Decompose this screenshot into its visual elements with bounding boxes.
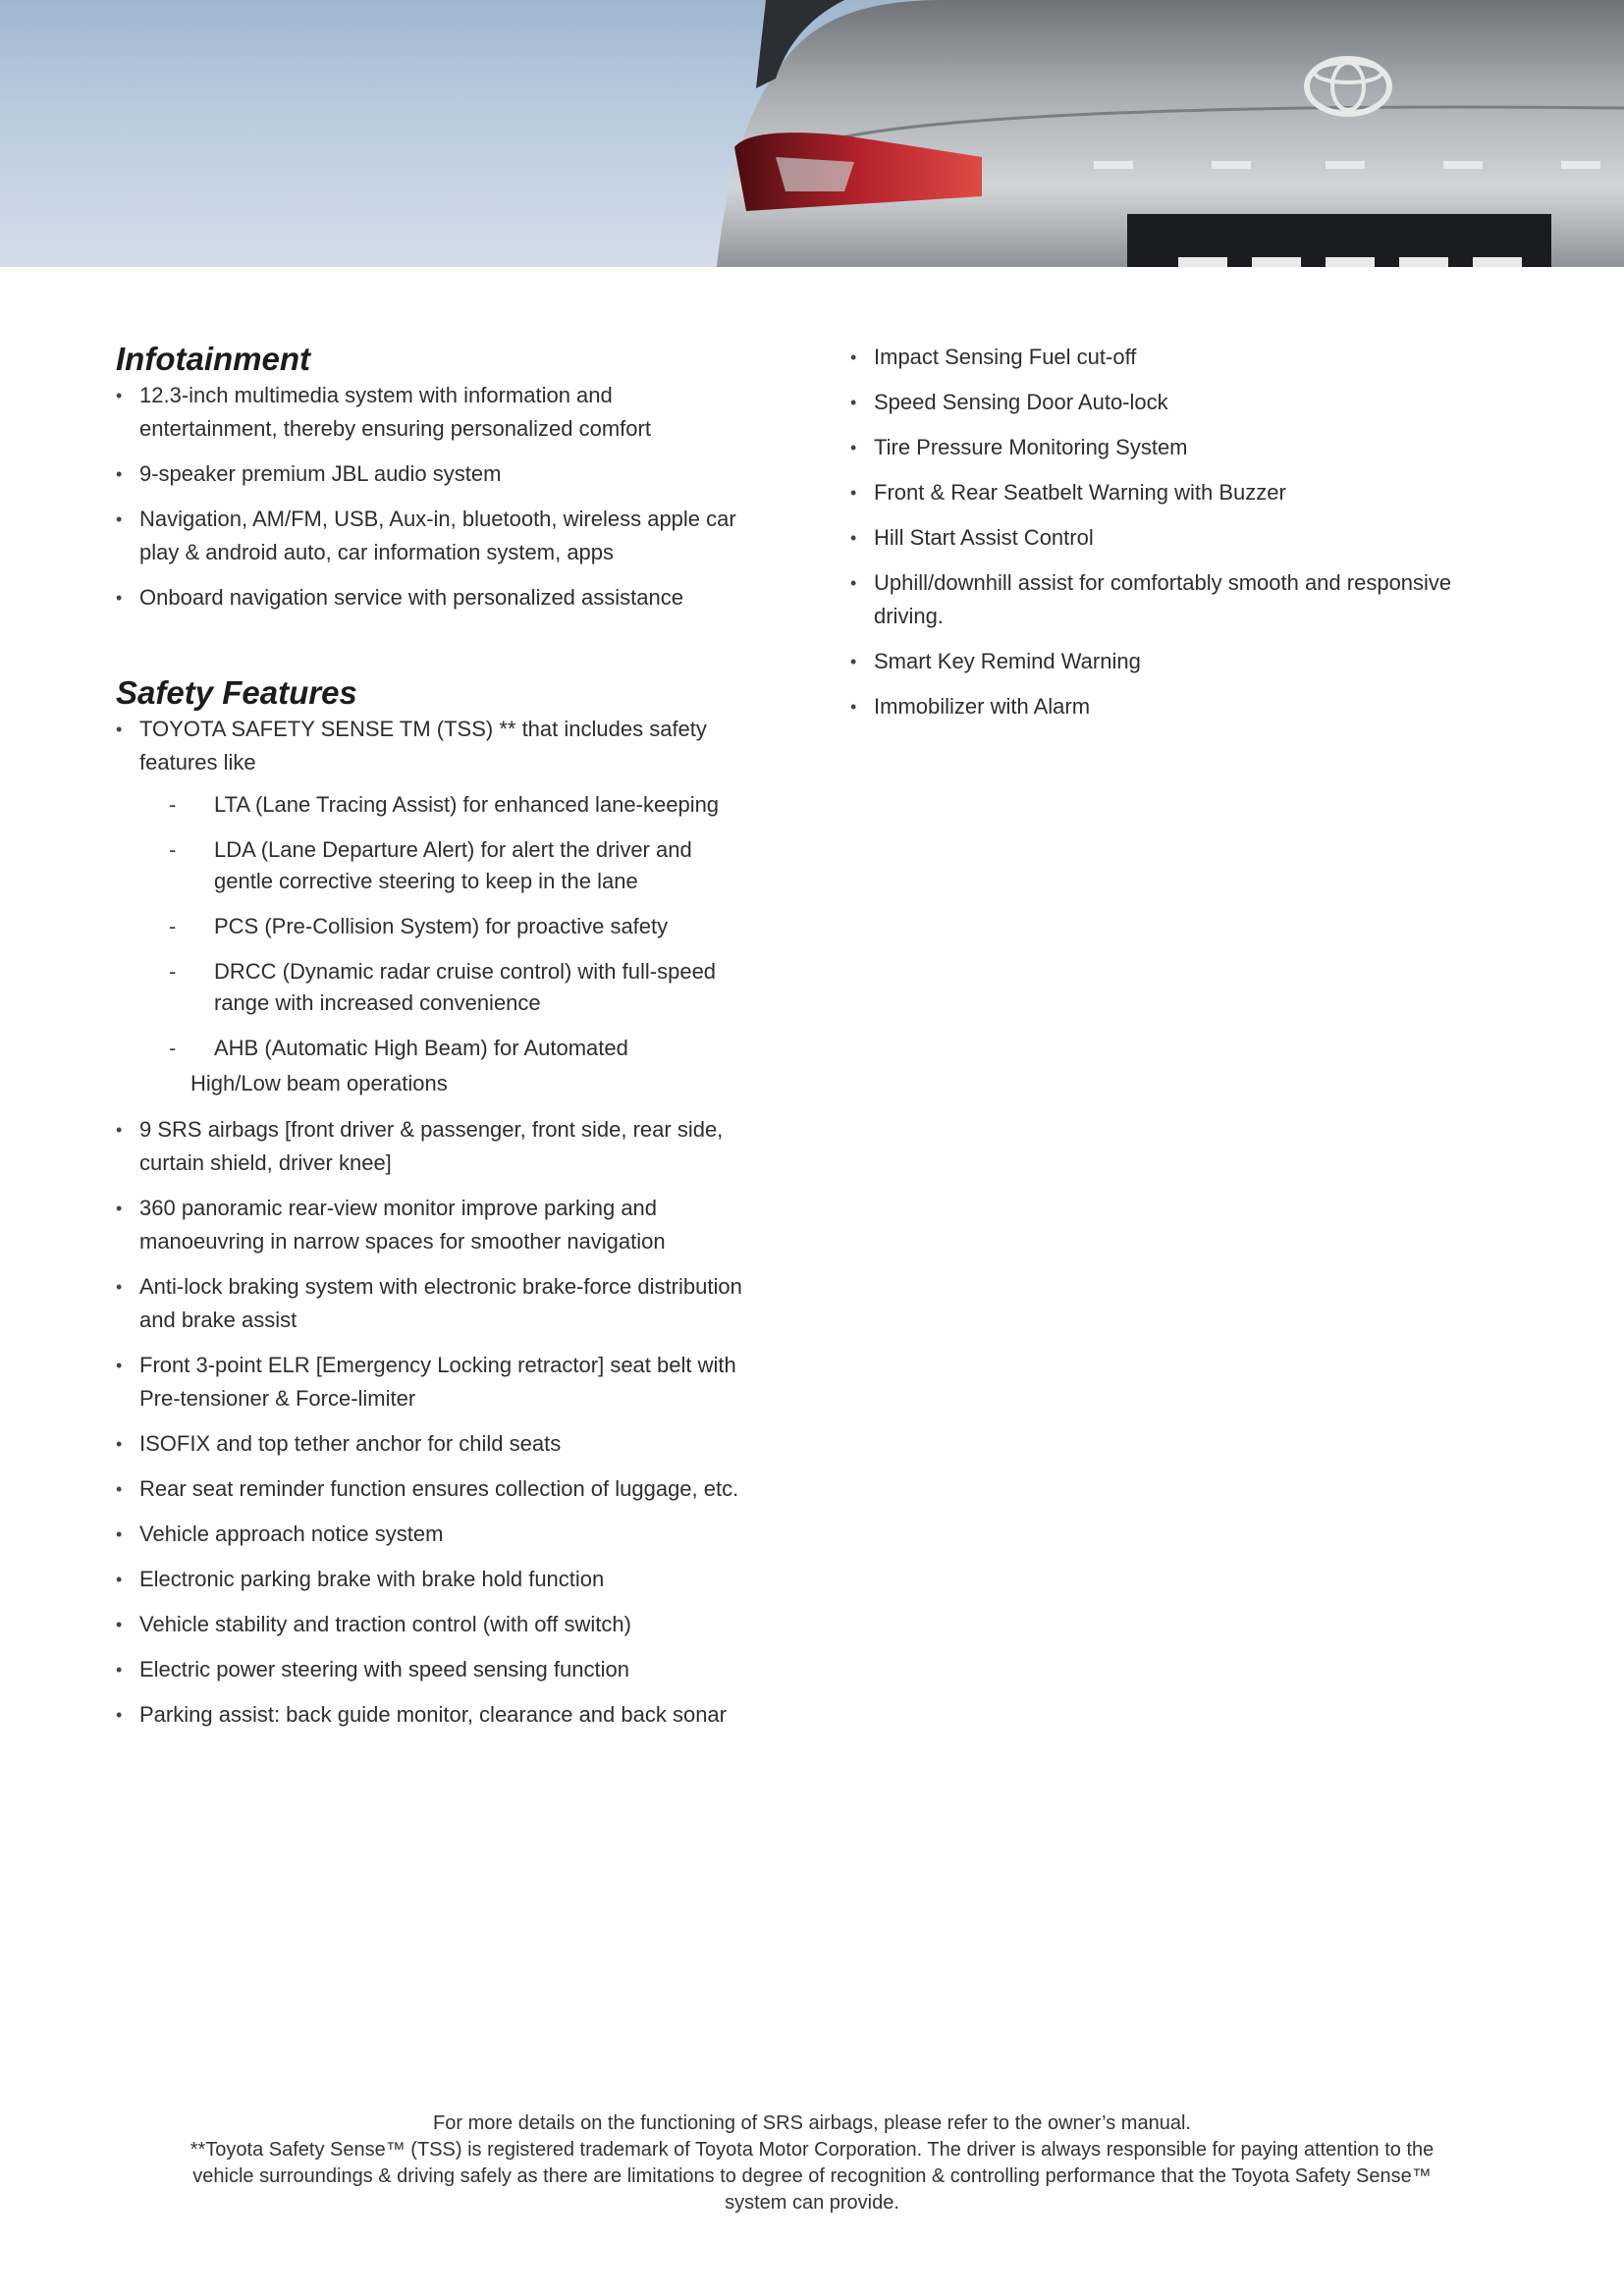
car-rear-illustration <box>0 0 1624 267</box>
list-item: • Onboard navigation service with personalized assistance <box>116 581 754 614</box>
sub-list-item: - PCS (Pre-Collision System) for proactive safety <box>139 911 754 942</box>
safety-features-list-cont <box>116 1113 754 1732</box>
list-item: • 9 SRS airbags [front driver & passenger, front side, rear side, curtain shield, driver knee] <box>116 1113 754 1180</box>
list-item: • Parking assist: back guide monitor, clearance and back sonar <box>116 1698 754 1732</box>
list-item: • Front & Rear Seatbelt Warning with Buzzer <box>850 476 1459 509</box>
left-column <box>116 324 754 1743</box>
sub-list-item: - AHB (Automatic High Beam) for Automated <box>139 1033 754 1064</box>
list-item: • Electric power steering with speed sensing function <box>116 1653 754 1686</box>
list-item: • Anti-lock braking system with electronic brake-force distribution and brake assist <box>116 1270 754 1337</box>
list-item: • Smart Key Remind Warning <box>850 645 1459 678</box>
list-item: • Hill Start Assist Control <box>850 521 1459 555</box>
list-item: • Impact Sensing Fuel cut-off <box>850 341 1459 374</box>
list-item: • Front 3-point ELR [Emergency Locking retractor] seat belt with Pre-tensioner & Force-limiter <box>116 1349 754 1415</box>
list-item: • Tire Pressure Monitoring System <box>850 431 1459 464</box>
footnote-tss-trademark: **Toyota Safety Sense™ (TSS) is registered trademark of Toyota Motor Corporation. The driver is always responsible for paying attention to the vehicle surroundings & driving safely as there are limitations to degree of recognition & controlling performance that the Toyota Safety Sense™ system can provide. <box>189 2139 1435 2214</box>
hero-car-image <box>0 0 1624 267</box>
tss-sublist <box>139 789 754 1064</box>
list-item: • ISOFIX and top tether anchor for child seats <box>116 1427 754 1461</box>
list-item: • Vehicle approach notice system <box>116 1518 754 1551</box>
infotainment-heading: Infotainment <box>116 341 310 377</box>
list-item: • Uphill/downhill assist for comfortably smooth and responsive driving. <box>850 566 1459 633</box>
infotainment-list <box>116 379 754 614</box>
sub-list-item: - LTA (Lane Tracing Assist) for enhanced lane-keeping <box>139 789 754 821</box>
safety-features-heading: Safety Features <box>116 674 357 711</box>
footnote-airbags: For more details on the functioning of SRS airbags, please refer to the owner’s manual. <box>433 2112 1191 2134</box>
sub-list-item: - DRCC (Dynamic radar cruise control) with full-speed range with increased convenience <box>139 956 754 1019</box>
tss-label: TOYOTA SAFETY SENSE TM (TSS) ** that includes safety features like <box>139 717 707 774</box>
list-item: • Electronic parking brake with brake hold function <box>116 1563 754 1596</box>
tss-sub-continuation: High/Low beam operations <box>190 1071 448 1095</box>
list-item: • Navigation, AM/FM, USB, Aux-in, bluetooth, wireless apple car play & android auto, car information system, apps <box>116 503 754 569</box>
list-item: • 12.3-inch multimedia system with information and entertainment, thereby ensuring personalized comfort <box>116 379 754 446</box>
list-item: • 360 panoramic rear-view monitor improve parking and manoeuvring in narrow spaces for smoother navigation <box>116 1192 754 1258</box>
list-item-tss <box>116 713 754 1064</box>
list-item: • Immobilizer with Alarm <box>850 690 1459 723</box>
safety-features-list-right <box>850 341 1459 723</box>
safety-features-list <box>116 713 754 1064</box>
right-column <box>850 341 1459 735</box>
list-item: • Rear seat reminder function ensures collection of luggage, etc. <box>116 1472 754 1506</box>
list-item: • Vehicle stability and traction control (with off switch) <box>116 1608 754 1641</box>
footnote <box>177 2110 1447 2216</box>
list-item: • Speed Sensing Door Auto-lock <box>850 386 1459 419</box>
list-item: • 9-speaker premium JBL audio system <box>116 457 754 491</box>
sub-list-item: - LDA (Lane Departure Alert) for alert the driver and gentle corrective steering to keep in the lane <box>139 834 754 897</box>
